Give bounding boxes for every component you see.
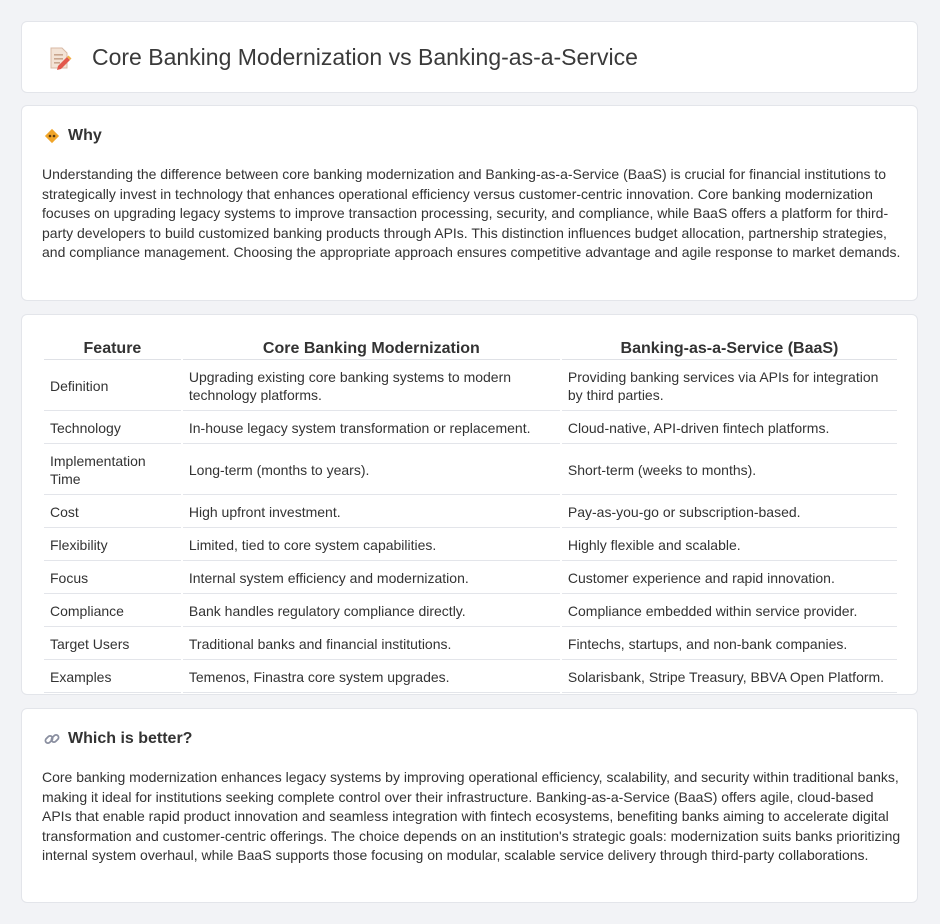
baas-cell: Cloud-native, API-driven fintech platforms. <box>562 413 897 444</box>
core-cell: Temenos, Finastra core system upgrades. <box>183 662 560 693</box>
baas-cell: Highly flexible and scalable. <box>562 530 897 561</box>
baas-cell: Pay-as-you-go or subscription-based. <box>562 497 897 528</box>
core-cell: Traditional banks and financial institutions. <box>183 629 560 660</box>
feature-cell: Examples <box>44 662 181 693</box>
link-icon <box>43 730 61 748</box>
feature-cell: Focus <box>44 563 181 594</box>
why-title: Why <box>68 127 102 144</box>
table-row <box>44 596 897 627</box>
table-row <box>44 563 897 594</box>
core-cell: High upfront investment. <box>183 497 560 528</box>
header-baas: Banking-as-a-Service (BaaS) <box>562 337 897 360</box>
baas-cell: Solarisbank, Stripe Treasury, BBVA Open Platform. <box>562 662 897 693</box>
table-row <box>44 413 897 444</box>
core-cell: In-house legacy system transformation or replacement. <box>183 413 560 444</box>
feature-cell: Flexibility <box>44 530 181 561</box>
core-cell: Upgrading existing core banking systems to modern technology platforms. <box>183 362 560 411</box>
comparison-section <box>21 314 918 695</box>
feature-cell: Definition <box>44 362 181 411</box>
why-section <box>21 105 918 301</box>
core-cell: Long-term (months to years). <box>183 446 560 495</box>
baas-cell: Customer experience and rapid innovation. <box>562 563 897 594</box>
table-row <box>44 446 897 495</box>
better-header <box>43 730 192 748</box>
table-row <box>44 362 897 411</box>
table-row <box>44 530 897 561</box>
why-body: Understanding the difference between core banking modernization and Banking-as-a-Service (BaaS) is crucial for financial institutions to strategically invest in technology that enhances operational efficiency versus customer-centric innovation. Core banking modernization focuses on upgrading legacy systems to improve transaction processing, security, and compliance, while BaaS offers a platform for third-party developers to build customized banking products through APIs. This distinction influences budget allocation, partnership strategies, and compliance management. Choosing the appropriate approach ensures competitive advantage and agile response to market demands. <box>42 166 901 260</box>
baas-cell: Providing banking services via APIs for integration by third parties. <box>562 362 897 411</box>
sign-icon <box>43 127 61 145</box>
document-pencil-icon <box>46 45 72 71</box>
comparison-table <box>42 335 899 695</box>
why-header <box>43 127 102 145</box>
feature-cell: Compliance <box>44 596 181 627</box>
table-row <box>44 497 897 528</box>
feature-cell: Implementation Time <box>44 446 181 495</box>
core-cell: Internal system efficiency and modernization. <box>183 563 560 594</box>
better-body: Core banking modernization enhances legacy systems by improving operational efficiency, scalability, and security within traditional banks, making it ideal for institutions seeking complete control over their infrastructure. Banking-as-a-Service (BaaS) offers agile, cloud-based APIs that enable rapid product innovation and seamless integration with fintech ecosystems, benefiting banks aiming to accelerate digital transformation and customer-centric offerings. The choice depends on an institution's strategic goals: modernization suits banks prioritizing internal system overhaul, while BaaS supports those focusing on modular, scalable service delivery through third-party collaborations. <box>42 769 901 863</box>
core-cell: Bank handles regulatory compliance directly. <box>183 596 560 627</box>
baas-cell: Compliance embedded within service provider. <box>562 596 897 627</box>
table-header-row <box>44 337 897 360</box>
title-card <box>21 21 918 93</box>
page-title: Core Banking Modernization vs Banking-as-a-Service <box>92 44 638 70</box>
baas-cell: Short-term (weeks to months). <box>562 446 897 495</box>
which-better-section <box>21 708 918 903</box>
feature-cell: Target Users <box>44 629 181 660</box>
header-feature: Feature <box>44 337 181 360</box>
feature-cell: Technology <box>44 413 181 444</box>
table-row <box>44 629 897 660</box>
table-row <box>44 662 897 693</box>
feature-cell: Cost <box>44 497 181 528</box>
better-title: Which is better? <box>68 730 193 747</box>
title-row <box>46 44 638 71</box>
baas-cell: Fintechs, startups, and non-bank companies. <box>562 629 897 660</box>
header-core-banking: Core Banking Modernization <box>183 337 560 360</box>
core-cell: Limited, tied to core system capabilities. <box>183 530 560 561</box>
